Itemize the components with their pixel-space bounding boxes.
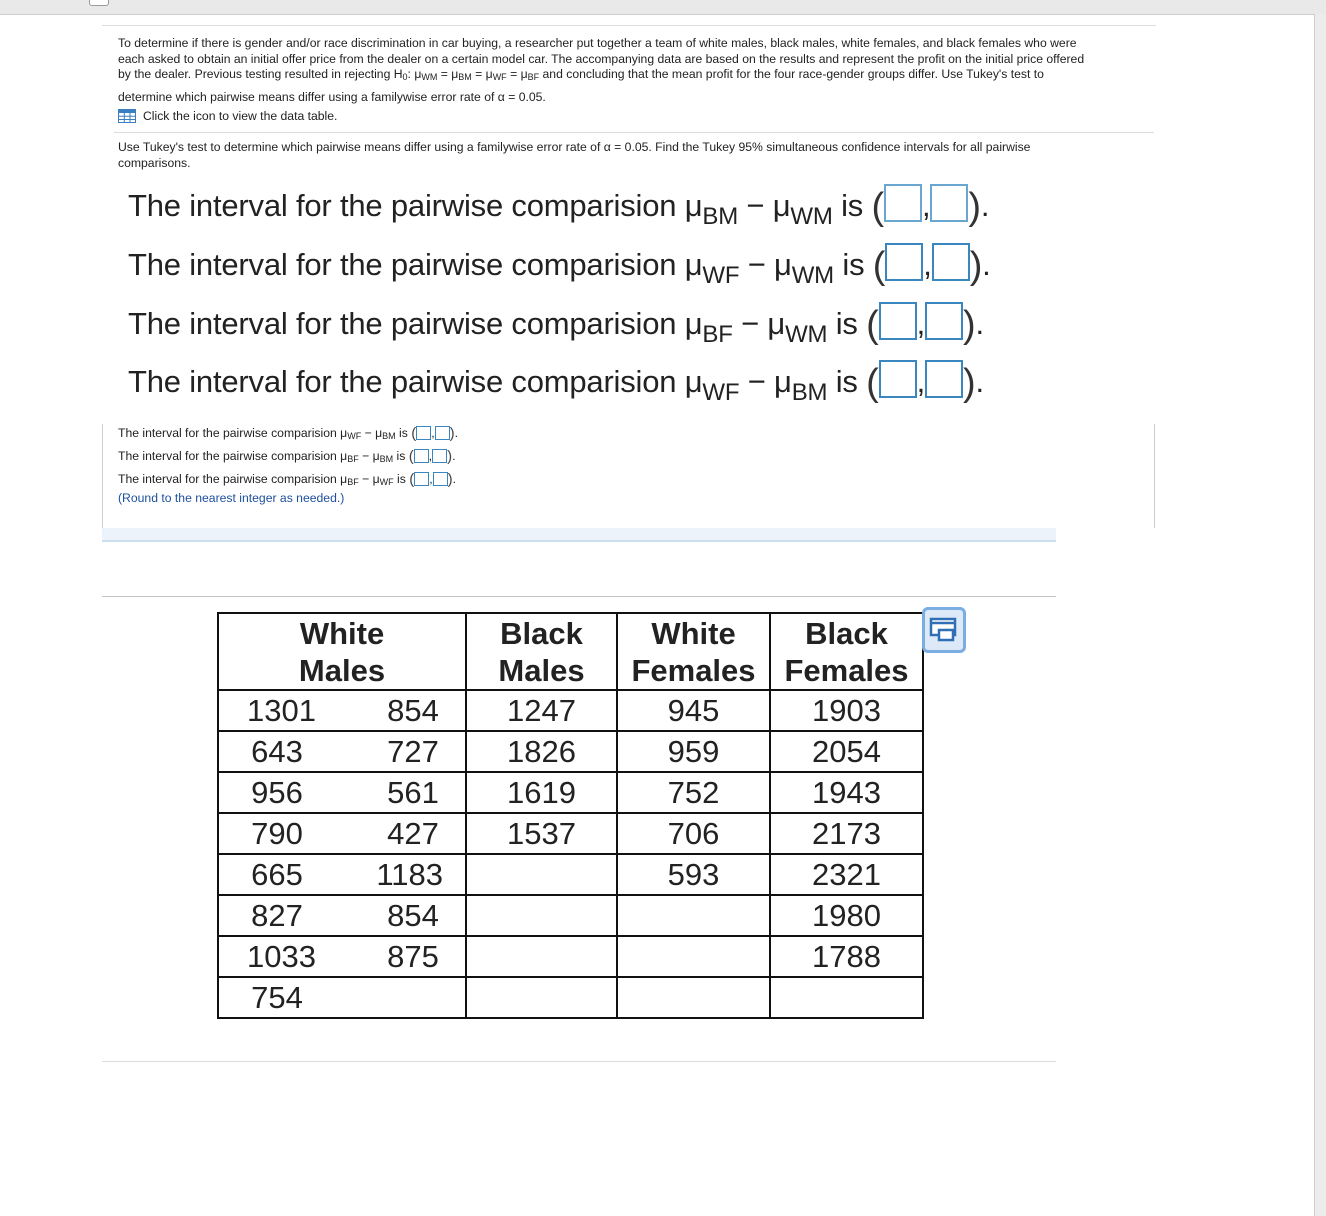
table-cell: 827 854 [218,895,466,936]
table-row [218,731,923,772]
table-cell: 959 [617,731,770,772]
interval-line-wf-wm-large: The interval for the pairwise comparision $\mu_{WF} - \mu_{WM}$ is ( , ). [128,245,991,289]
problem-statement: To determine if there is gender and/or race discrimination in car buying, a researcher put together a team of white males, black males, white females, and black females who were each asked to obtain an initial offer price from the dealer on a certain model car. The accompanying data are based on the results and represent the profit on the initial price offered by the dealer. Previous testing resulted in rejecting $H_0$: $\mu_{WM} = \mu_{BM} = \mu_{WF} = \mu_{BF}$ and concluding that the mean profit for the four race-gender groups differ. Use Tukey's test to determine which pairwise means differ using a familywise error rate of α = 0.05. Click the icon to view the data table. [118,36,1148,125]
table-cell: 2054 [770,731,923,772]
lower-bound-input[interactable] [414,472,429,486]
column-header: Black Females [770,613,923,690]
table-cell: 1619 [466,772,617,813]
table-row [218,690,923,731]
window-top-strip [0,0,1326,15]
interval-line-bf-bm: The interval for the pairwise comparision $\mu_{BF} - \mu_{BM}$ is ( , ). [118,448,456,465]
table-cell [466,936,617,977]
popout-window-icon[interactable] [922,607,966,653]
table-cell [466,854,617,895]
table-cell: 1788 [770,936,923,977]
table-cell: 1943 [770,772,923,813]
table-row [218,936,923,977]
data-table-link[interactable]: Click the icon to view the data table. [118,109,1148,125]
column-header: White Males [218,613,466,690]
upper-bound-input[interactable] [432,449,447,463]
upper-bound-input[interactable] [433,472,448,486]
interval-line-wf-bm: The interval for the pairwise comparision $\mu_{WF} - \mu_{BM}$ is ( , ). [118,425,458,442]
table-cell: 1033 875 [218,936,466,977]
lower-bound-input[interactable] [879,360,917,398]
table-cell: 665 1183 [218,854,466,895]
answer-panel-footer [102,528,1056,542]
table-row [218,854,923,895]
interval-line-wf-bm-large: The interval for the pairwise comparision $\mu_{WF} - \mu_{BM}$ is ( , ). [128,362,984,406]
lower-bound-input[interactable] [416,426,431,440]
upper-bound-input[interactable] [925,360,963,398]
table-header-row [218,613,923,690]
table-cell: 1247 [466,690,617,731]
table-cell: 1980 [770,895,923,936]
column-header: White Females [617,613,770,690]
table-cell: 945 [617,690,770,731]
lower-bound-input[interactable] [884,184,922,222]
lower-bound-input[interactable] [879,302,917,340]
interval-line-bf-wm-large: The interval for the pairwise comparision $\mu_{BF} - \mu_{WM}$ is ( , ). [128,304,984,348]
window-control-button[interactable] [89,0,109,6]
table-cell: 643 727 [218,731,466,772]
table-cell: 1903 [770,690,923,731]
table-cell [617,895,770,936]
table-row [218,895,923,936]
table-cell: 754 [218,977,466,1018]
table-cell: 752 [617,772,770,813]
divider [102,25,1156,26]
lower-bound-input[interactable] [414,449,429,463]
upper-bound-input[interactable] [932,243,970,281]
table-cell: 790 427 [218,813,466,854]
upper-bound-input[interactable] [925,302,963,340]
table-cell [770,977,923,1018]
table-cell: 2173 [770,813,923,854]
table-cell: 956 561 [218,772,466,813]
table-cell [617,977,770,1018]
divider [114,132,1154,133]
interval-line-bf-wf: The interval for the pairwise comparision $\mu_{BF} - \mu_{WF}$ is ( , ). [118,471,456,488]
question-text: Use Tukey's test to determine which pairwise means differ using a familywise error rate of α = 0.05. Find the Tukey 95% simultaneous confidence intervals for all pairwise comparisons. [118,140,1031,170]
divider [102,1061,1056,1062]
table-cell: 1826 [466,731,617,772]
grid-table-icon[interactable] [118,109,136,123]
table-cell [466,895,617,936]
table-cell: 1537 [466,813,617,854]
scrollbar-track[interactable] [1314,14,1326,1216]
interval-line-bm-wm-large: The interval for the pairwise comparision $\mu_{BM} - \mu_{WM}$ is ( , ). [128,186,990,230]
table-row [218,977,923,1018]
upper-bound-input[interactable] [435,426,450,440]
table-cell: 1301 854 [218,690,466,731]
table-cell [617,936,770,977]
panel-border-right [1154,424,1155,528]
table-row [218,772,923,813]
round-note: (Round to the nearest integer as needed.) [118,491,345,505]
table-cell: 2321 [770,854,923,895]
column-header: Black Males [466,613,617,690]
data-table [217,612,924,1019]
table-cell: 593 [617,854,770,895]
table-cell: 706 [617,813,770,854]
table-row [218,813,923,854]
table-cell [466,977,617,1018]
lower-bound-input[interactable] [885,243,923,281]
panel-border-left [102,424,103,528]
upper-bound-input[interactable] [930,184,968,222]
divider [102,596,1056,597]
